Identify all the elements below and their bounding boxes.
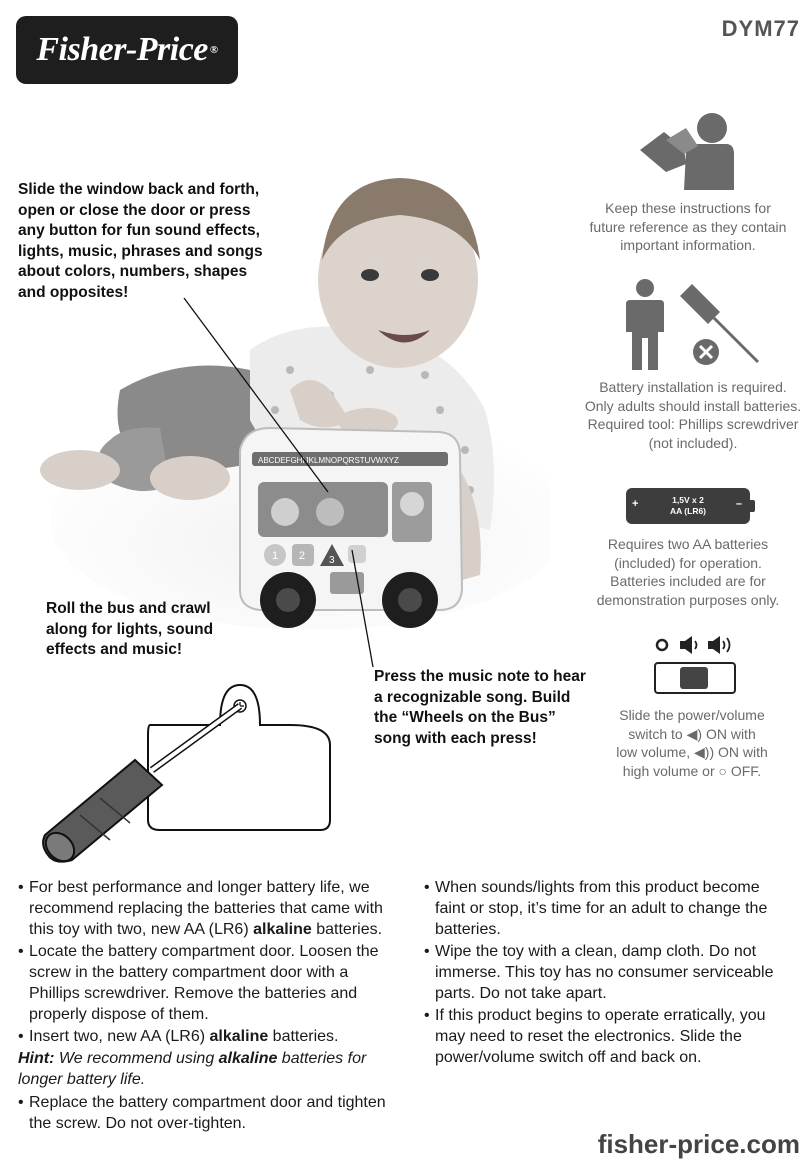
battery-label-type: AA (LR6)	[669, 506, 707, 516]
bullet-left-4-text: Replace the battery compartment door and tighten the screw. Do not over-tighten.	[29, 1094, 386, 1132]
bullet-left-4	[18, 1092, 402, 1134]
bullet-right-1: • When sounds/lights from this product become faint or stop, it’s time for an adult to change the batteries.	[424, 877, 790, 940]
bullet-left-3	[18, 1026, 402, 1047]
hint-bold: alkaline	[218, 1050, 278, 1067]
bullet-left-3-bold: alkaline	[209, 1028, 269, 1045]
bus-button-2-label: 2	[299, 550, 306, 562]
battery-label	[670, 495, 706, 517]
alphabet-strip-text: ABCDEFGHIJKLMNOPQRSTUVWXYZ	[258, 456, 399, 465]
bus-button-1-label: 1	[272, 550, 279, 562]
switch-instructions	[600, 706, 784, 780]
switch-text-3: ON with	[705, 725, 756, 742]
switch-text-5: ON with	[718, 744, 768, 760]
battery-minus: –	[735, 498, 742, 510]
off-inline-icon: ○	[718, 762, 727, 779]
bullet-left-1-bold: alkaline	[253, 921, 312, 938]
bus-button-3-label: 3	[329, 555, 335, 566]
model-number: DYM77	[721, 16, 800, 41]
logo-text: Fisher-Price	[36, 31, 208, 68]
registered-mark: ®	[209, 44, 218, 56]
hint-post: batteries for longer battery life.	[18, 1050, 367, 1088]
battery-install-text: Battery installation is required. Only adults should install batteries. Required tool: Phillips screwdriver (not included).	[584, 379, 802, 451]
read-instructions-icon	[636, 110, 736, 190]
switch-line-4	[600, 762, 784, 781]
low-volume-inline-icon: ◀)	[686, 725, 703, 742]
screwdriver-not-included-icon	[678, 282, 764, 368]
aa-battery-icon	[626, 488, 750, 524]
switch-line-2	[600, 725, 784, 744]
keep-instructions-text: Keep these instructions for future reference as they contain important information.	[589, 200, 787, 253]
battery-label-voltage: 1,5V x 2	[672, 495, 704, 505]
callout-music-note: Press the music note to hear a recognizable song. Build the “Wheels on the Bus” song with each press!	[374, 668, 586, 747]
hint-label: Hint:	[18, 1050, 55, 1067]
hint-pre: We recommend using	[54, 1050, 219, 1067]
bullet-left-3-post: batteries.	[268, 1028, 339, 1045]
hint-text	[18, 1048, 402, 1090]
off-icon	[657, 640, 667, 650]
bullet-left-2-text: Locate the battery compartment door. Loosen the screw in the battery compartment door with a Phillips screwdriver. Remove the batteries and properly dispose of them.	[29, 943, 379, 1023]
switch-line-3	[600, 743, 784, 762]
switch-knob	[680, 667, 708, 689]
battery-instructions-left	[18, 877, 402, 1135]
bullet-right-3: • If this product begins to operate erratically, you may need to reset the electronics. Slide the power/volume switch off and back on.	[424, 1005, 790, 1068]
switch-text-6: high volume or	[622, 762, 715, 779]
bullet-left-2	[18, 941, 402, 1025]
callout-roll-bus: Roll the bus and crawl along for lights, sound effects and music!	[46, 600, 214, 658]
bullet-left-3-pre: Insert two, new AA (LR6)	[29, 1028, 210, 1045]
care-instructions-right	[424, 877, 790, 1069]
website-url: fisher-price.com	[597, 1129, 800, 1159]
switch-text-7: OFF.	[730, 762, 762, 779]
requires-batteries-text: Requires two AA batteries (included) for operation. Batteries included are for demonstration purposes only.	[596, 536, 780, 608]
bullet-left-1-pre: For best performance and longer battery life, we recommend replacing the batteries that came with this toy with two, new AA (LR6)	[29, 879, 383, 938]
high-volume-inline-icon: ◀))	[694, 744, 715, 760]
bullet-left-1-post: batteries.	[311, 921, 383, 938]
callout-slide-window: Slide the window back and forth, open or close the door or press any button for fun sound effects, lights, music, phrases and songs about colors, numbers, shapes and opposites!	[18, 181, 263, 301]
adult-figure-icon	[620, 278, 670, 370]
switch-line-1: Slide the power/volume	[619, 707, 765, 723]
switch-text-4: low volume,	[616, 744, 691, 760]
bullet-left-1	[18, 877, 402, 940]
battery-plus: +	[632, 498, 639, 510]
bullet-right-2: • Wipe the toy with a clean, damp cloth. Do not immerse. This toy has no consumer serviceable parts. Do not take apart.	[424, 941, 790, 1004]
power-volume-switch	[654, 662, 736, 694]
switch-text-2: switch to	[628, 725, 683, 742]
battery-terminal	[750, 500, 755, 512]
high-volume-icon	[708, 636, 730, 654]
switch-position-icons	[654, 634, 736, 656]
battery-door-screwdriver-illustration	[40, 680, 340, 870]
low-volume-icon	[680, 636, 697, 654]
